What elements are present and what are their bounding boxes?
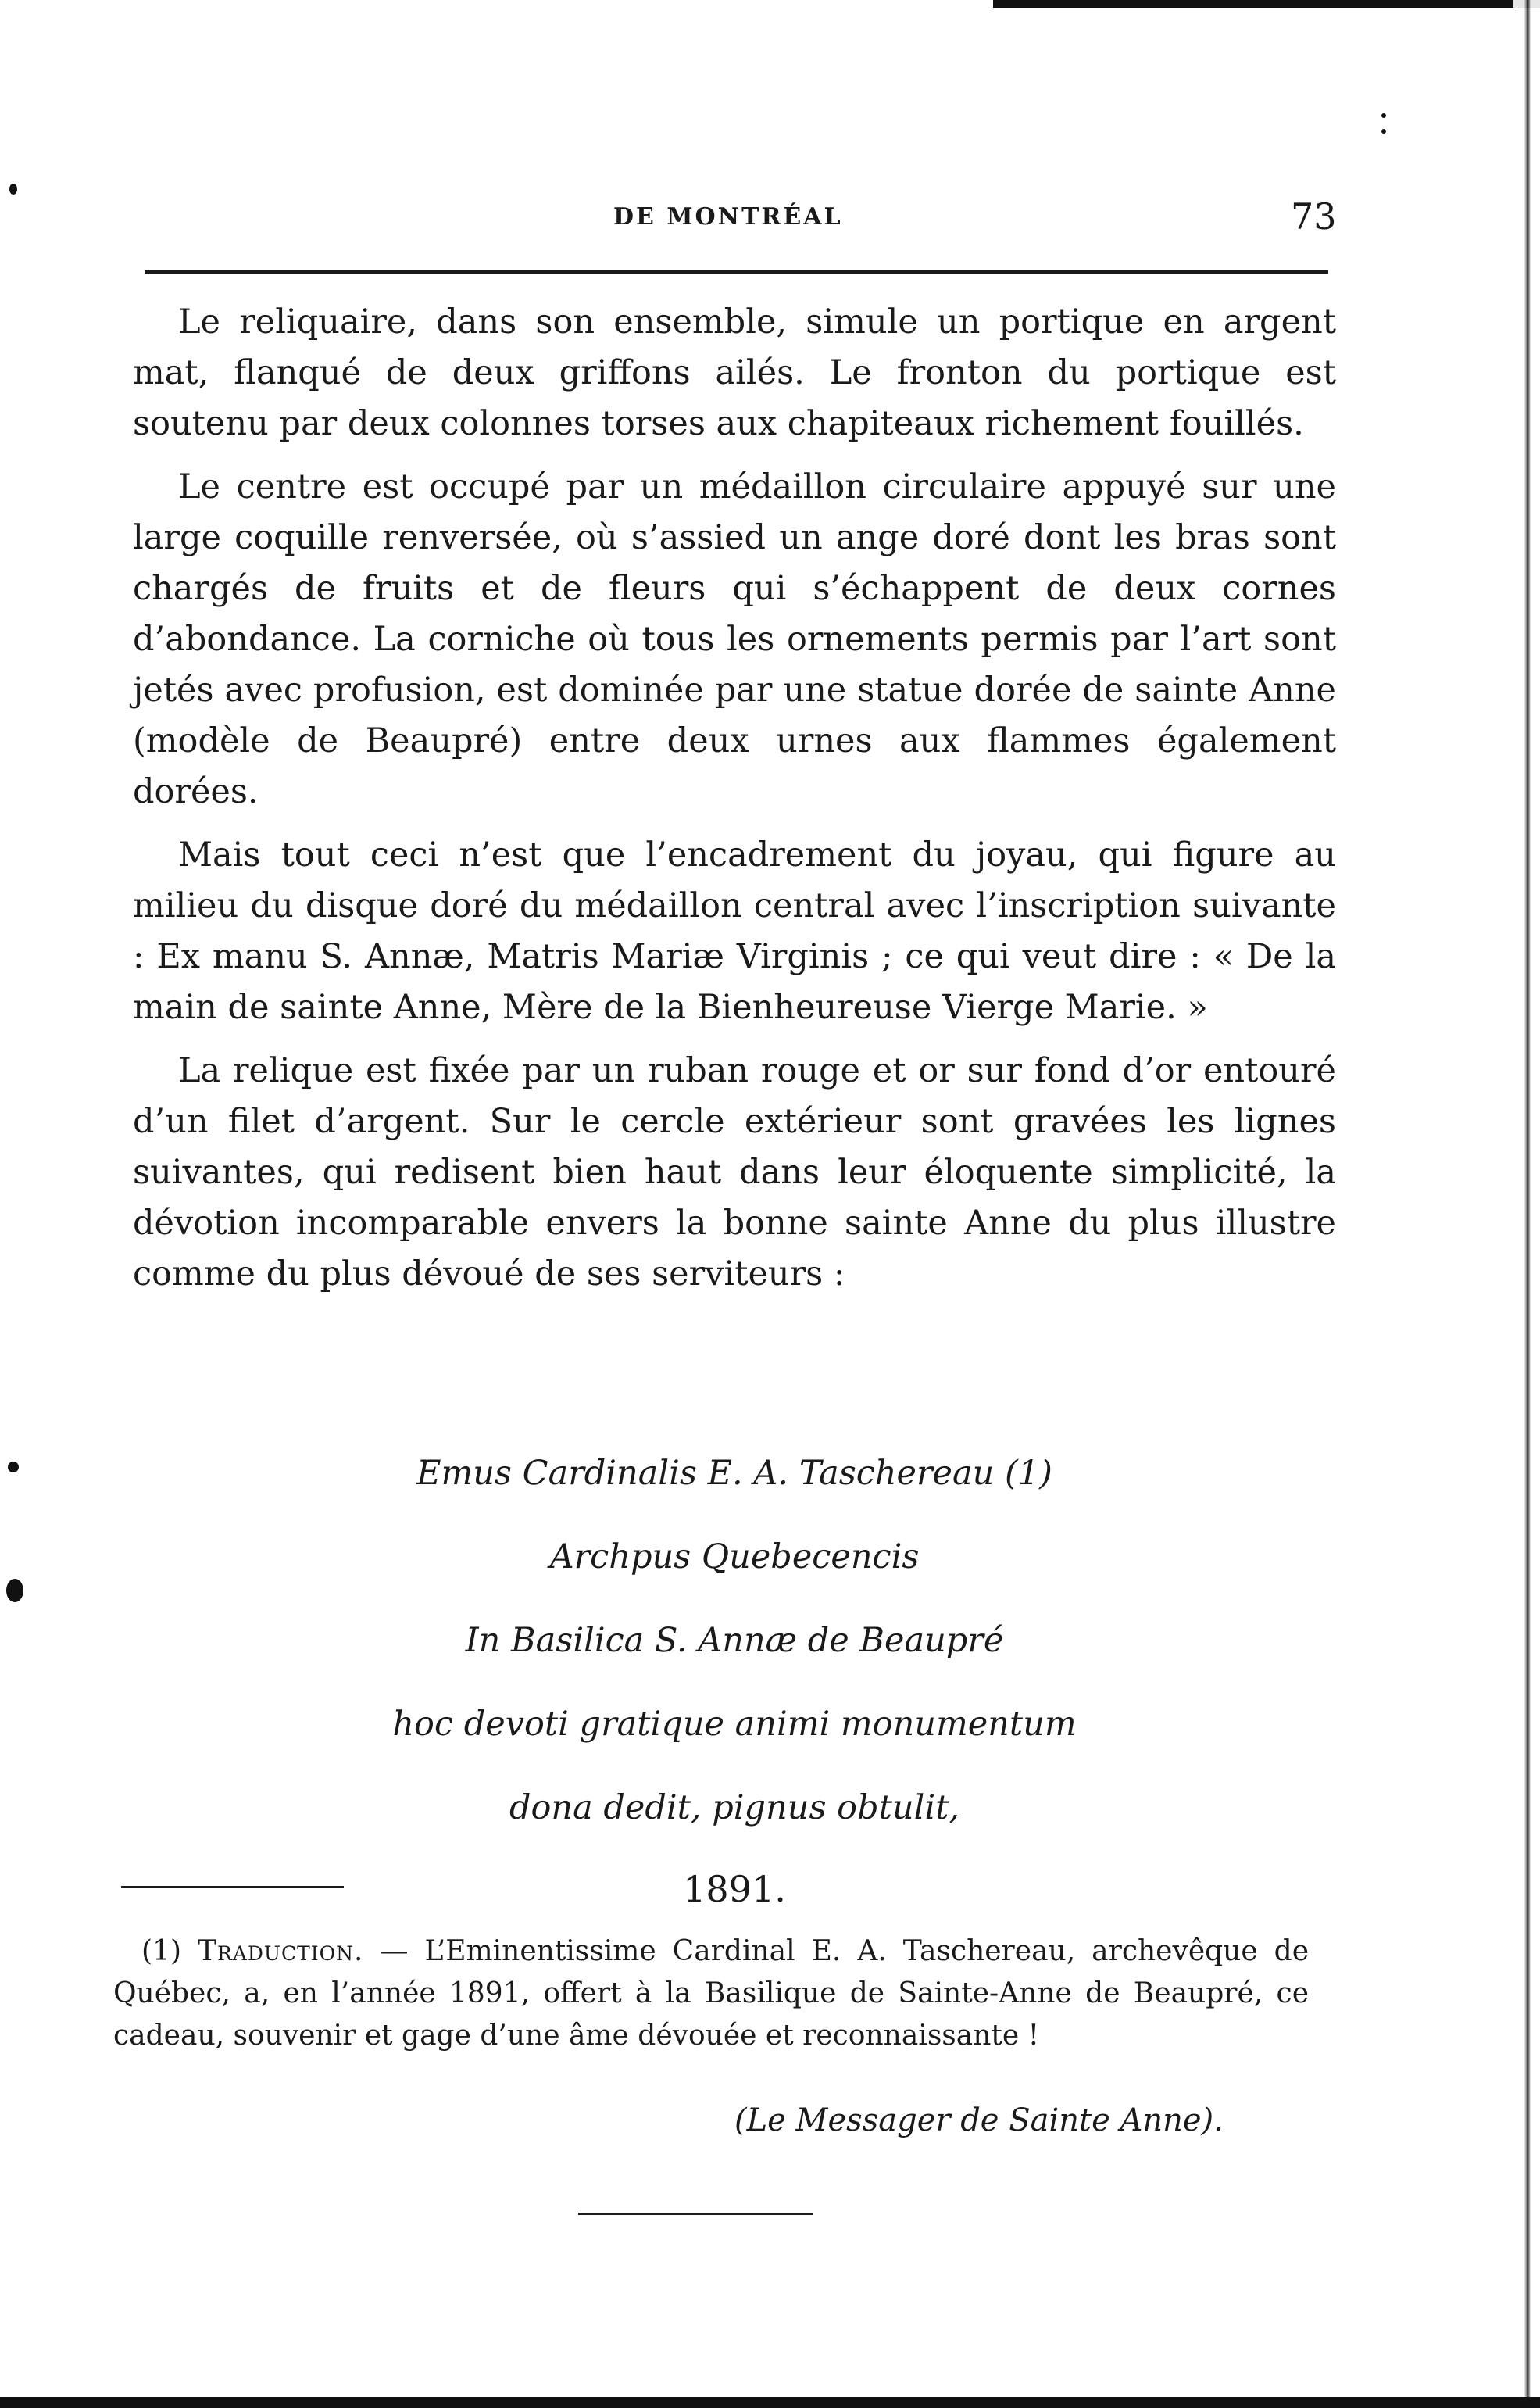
inscription-line: hoc devoti gratique animi monumentum	[392, 1705, 1077, 1744]
footnote-text: — L’Eminentissime Cardinal E. A. Taschereau, archevêque de Québec, a, en l’année 1891, offert à la Basilique de Sainte-Anne de Beaupré, ce cadeau, souvenir et gage d’une âme dévouée et reconnaissante !	[113, 1935, 1309, 2052]
paragraph-centre: Le centre est occupé par un médaillon circulaire appuyé sur une large coquille renversée, où s’assied un ange doré dont les bras sont chargés de fruits et de fleurs qui s’échappent de deux cornes d’abondance. La corniche où tous les ornements permis par l’art sont jetés avec profusion, est dominée par une statue dorée de sainte Anne (modèle de Beaupré) entre deux urnes aux flammes également dorées.	[133, 467, 1336, 811]
inscription-year: 1891.	[683, 1868, 786, 1910]
page-number: 73	[1291, 195, 1337, 238]
footnote-source: (Le Messager de Sainte Anne).	[734, 2102, 1224, 2138]
scan-edge-top	[993, 0, 1540, 8]
body-text	[133, 297, 1336, 1312]
footnote	[113, 1930, 1309, 2057]
inscription-line: Archpus Quebecencis	[549, 1537, 920, 1576]
running-title: DE MONTRÉAL	[613, 203, 843, 231]
inscription-line: In Basilica S. Annæ de Beaupré	[465, 1621, 1004, 1660]
header-rule	[145, 270, 1328, 274]
inscription-line: Emus Cardinalis E. A. Taschereau (1)	[416, 1454, 1052, 1493]
inscription-line: dona dedit, pignus obtulit,	[509, 1788, 960, 1827]
paragraph-relique: La relique est fixée par un ruban rouge et or sur fond d’or entouré d’un filet d’argent. Sur le cercle extérieur sont gravées les lignes suivantes, qui redisent bien haut dans leur éloquente simplicité, la dévotion incomparable envers la bonne sainte Anne du plus illustre comme du plus dévoué de ses serviteurs :	[133, 1051, 1336, 1293]
inscription	[133, 1432, 1336, 1928]
footnote-rule	[121, 1886, 344, 1888]
footnote-marker: (1)	[141, 1935, 181, 1967]
footnote-paragraph	[113, 1930, 1309, 2057]
scan-speck	[9, 184, 17, 195]
scan-speck	[6, 1579, 23, 1602]
scan-speck	[1381, 113, 1386, 118]
end-rule	[578, 2213, 813, 2215]
scan-edge-bottom	[0, 2397, 1540, 2408]
running-head	[0, 195, 1540, 250]
scan-speck	[1381, 129, 1386, 134]
scan-speck	[8, 1462, 19, 1472]
scan-edge-right	[1513, 0, 1540, 2408]
paragraph-joyau: Mais tout ceci n’est que l’encadrement du joyau, qui figure au milieu du disque doré du médaillon central avec l’inscription suivante : Ex manu S. Annæ, Matris Mariæ Virginis ; ce qui veut dire : « De la main de sainte Anne, Mère de la Bienheureuse Vierge Marie. »	[133, 835, 1336, 1027]
paragraph-reliquaire: Le reliquaire, dans son ensemble, simule un portique en argent mat, flanqué de deux griffons ailés. Le fronton du portique est soutenu par deux colonnes torses aux chapiteaux richement fouillés.	[133, 302, 1336, 443]
footnote-lead: Traduction.	[198, 1935, 364, 1967]
